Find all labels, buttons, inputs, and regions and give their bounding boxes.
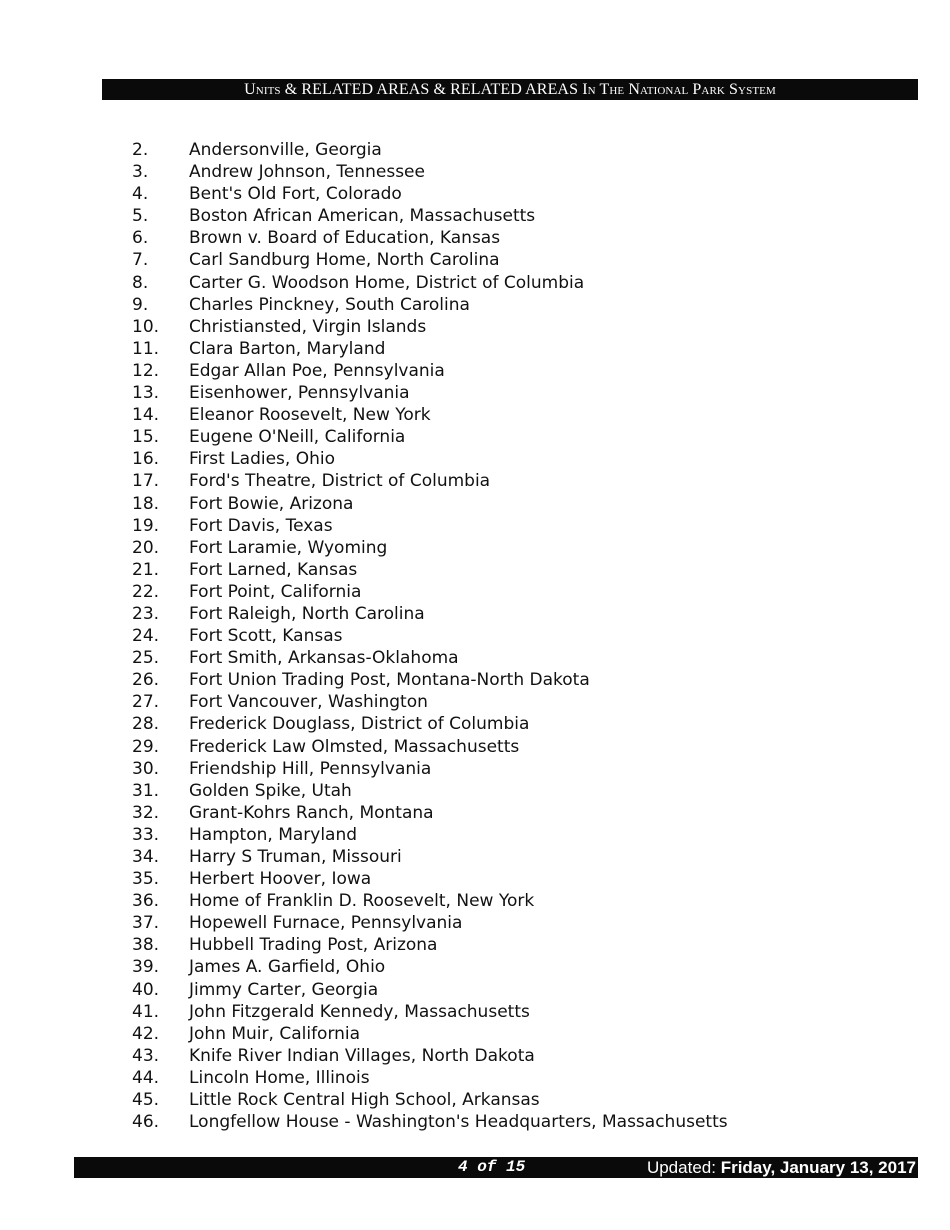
list-item-name: John Fitzgerald Kennedy, Massachusetts [189,1001,530,1022]
list-item-number: 2. [132,140,149,160]
list-item-name: Fort Larned, Kansas [189,559,358,580]
list-item [0,360,950,382]
list-item [0,1023,950,1045]
list-item [0,713,950,735]
list-item-name: Eugene O'Neill, California [189,427,406,448]
list-item [0,890,950,912]
list-item-number: 40. [132,979,160,1000]
list-item-name: Fort Union Trading Post, Montana-North Dakota [189,670,590,691]
list-item-name: Grant-Kohrs Ranch, Montana [189,802,434,823]
list-item-number: 26. [132,670,160,691]
list-item-name: Hopewell Furnace, Pennsylvania [189,913,463,934]
list-item [0,603,950,625]
list-item [0,249,950,271]
list-item-name: John Muir, California [189,1023,361,1044]
updated-stamp [647,1157,916,1179]
list-item-number: 38. [132,935,160,956]
list-item-number: 25. [132,648,160,669]
list-item-number: 9. [132,294,149,315]
list-item-name: Andersonville, Georgia [189,140,382,160]
list-item-name: Fort Raleigh, North Carolina [189,603,425,624]
list-item-number: 24. [132,626,160,647]
list-item-number: 13. [132,383,160,404]
list-item [0,227,950,249]
list-item-name: Little Rock Central High School, Arkansas [189,1090,540,1111]
page-header [102,79,918,100]
list-item-number: 43. [132,1045,160,1066]
list-item-name: Edgar Allan Poe, Pennsylvania [189,360,445,381]
list-item-number: 14. [132,405,160,426]
list-item-number: 3. [132,162,149,183]
list-item-number: 30. [132,758,160,779]
list-item-number: 10. [132,316,160,337]
list-item-name: Fort Scott, Kansas [189,626,343,647]
list-item-number: 20. [132,537,160,558]
list-item-name: Lincoln Home, Illinois [189,1067,370,1088]
list-item-number: 37. [132,913,160,934]
list-item-number: 12. [132,360,160,381]
list-item-number: 31. [132,780,160,801]
list-item-number: 33. [132,824,160,845]
list-item [0,316,950,338]
list-item-name: Harry S Truman, Missouri [189,847,402,867]
list-item-name: Eleanor Roosevelt, New York [189,405,431,426]
list-item-name: Golden Spike, Utah [189,780,352,801]
list-item [0,338,950,360]
list-item [0,956,950,978]
list-item [0,647,950,669]
list-item [0,780,950,802]
list-item [0,426,950,448]
list-item-number: 15. [132,427,160,448]
list-item [0,691,950,713]
park-units-list [0,139,950,1133]
list-item-number: 28. [132,714,160,735]
list-item-number: 45. [132,1090,160,1111]
list-item-number: 39. [132,957,160,978]
list-item-number: 8. [132,272,149,293]
list-item [0,824,950,846]
list-item-name: Herbert Hoover, Iowa [189,869,372,890]
list-item-name: Carter G. Woodson Home, District of Columbia [189,272,585,293]
list-item [0,1045,950,1067]
list-item [0,205,950,227]
list-item-number: 42. [132,1023,160,1044]
list-item-name: Longfellow House - Washington's Headquarters, Massachusetts [189,1112,728,1133]
list-item-name: James A. Garfield, Ohio [189,957,386,978]
header-title-part: & RELATED AREAS & RELATED AREAS [280,80,583,98]
list-item-name: Brown v. Board of Education, Kansas [189,228,501,249]
list-item-number: 46. [132,1112,160,1133]
list-item-name: Hubbell Trading Post, Arizona [189,935,438,956]
list-item [0,1001,950,1023]
list-item-number: 36. [132,891,160,912]
list-item [0,625,950,647]
list-item [0,758,950,780]
list-item-name: Fort Smith, Arkansas-Oklahoma [189,648,459,669]
list-item [0,846,950,868]
list-item-name: Jimmy Carter, Georgia [189,979,379,1000]
list-item [0,1111,950,1133]
page-number: 4 of 15 [458,1158,526,1176]
list-item-name: Friendship Hill, Pennsylvania [189,758,432,779]
list-item [0,1067,950,1089]
list-item [0,1089,950,1111]
list-item [0,183,950,205]
list-item [0,470,950,492]
list-item [0,139,950,161]
header-title [244,81,776,99]
list-item [0,537,950,559]
list-item-number: 27. [132,692,160,713]
list-item-number: 17. [132,471,160,492]
list-item [0,404,950,426]
list-item [0,912,950,934]
list-item-name: Fort Vancouver, Washington [189,692,428,713]
list-item-name: Carl Sandburg Home, North Carolina [189,250,500,271]
list-item-number: 44. [132,1067,160,1088]
list-item-name: Frederick Douglass, District of Columbia [189,714,530,735]
list-item-name: Fort Laramie, Wyoming [189,537,388,558]
list-item-name: First Ladies, Ohio [189,449,335,470]
list-item-name: Knife River Indian Villages, North Dakota [189,1045,535,1066]
list-item [0,581,950,603]
list-item [0,802,950,824]
list-item-name: Fort Davis, Texas [189,515,333,536]
list-item [0,934,950,956]
list-item-name: Eisenhower, Pennsylvania [189,383,410,404]
list-item-number: 22. [132,581,160,602]
list-item-name: Hampton, Maryland [189,824,358,845]
list-item-number: 21. [132,559,160,580]
list-item [0,868,950,890]
list-item-name: Christiansted, Virgin Islands [189,316,427,337]
list-item-number: 18. [132,493,160,514]
list-item-name: Fort Point, California [189,581,362,602]
list-item-number: 32. [132,802,160,823]
list-item [0,272,950,294]
list-item-name: Home of Franklin D. Roosevelt, New York [189,891,535,912]
list-item-name: Ford's Theatre, District of Columbia [189,471,491,492]
header-title-part: In The National Park System [582,80,776,98]
list-item [0,493,950,515]
list-item-number: 11. [132,338,160,359]
list-item-number: 34. [132,847,160,867]
list-item-number: 41. [132,1001,160,1022]
list-item-number: 29. [132,736,160,757]
list-item-number: 7. [132,250,149,271]
list-item-number: 35. [132,869,160,890]
list-item [0,736,950,758]
list-item-name: Andrew Johnson, Tennessee [189,162,425,183]
list-item-name: Clara Barton, Maryland [189,338,386,359]
list-item-number: 4. [132,184,149,205]
header-title-part: Units [244,80,281,98]
list-item-number: 19. [132,515,160,536]
list-item-number: 23. [132,603,160,624]
list-item-name: Charles Pinckney, South Carolina [189,294,470,315]
page-footer [74,1157,918,1178]
list-item [0,382,950,404]
list-item-number: 5. [132,206,149,227]
list-item [0,294,950,316]
list-item-number: 16. [132,449,160,470]
updated-date: Friday, January 13, 2017 [720,1158,916,1177]
list-item-name: Bent's Old Fort, Colorado [189,184,402,205]
list-item [0,979,950,1001]
list-item [0,669,950,691]
list-item [0,559,950,581]
list-item-name: Boston African American, Massachusetts [189,206,536,227]
list-item [0,515,950,537]
list-item-name: Fort Bowie, Arizona [189,493,354,514]
list-item-name: Frederick Law Olmsted, Massachusetts [189,736,520,757]
list-item [0,161,950,183]
updated-label: Updated: [646,1158,716,1177]
list-item-number: 6. [132,228,149,249]
list-item [0,448,950,470]
